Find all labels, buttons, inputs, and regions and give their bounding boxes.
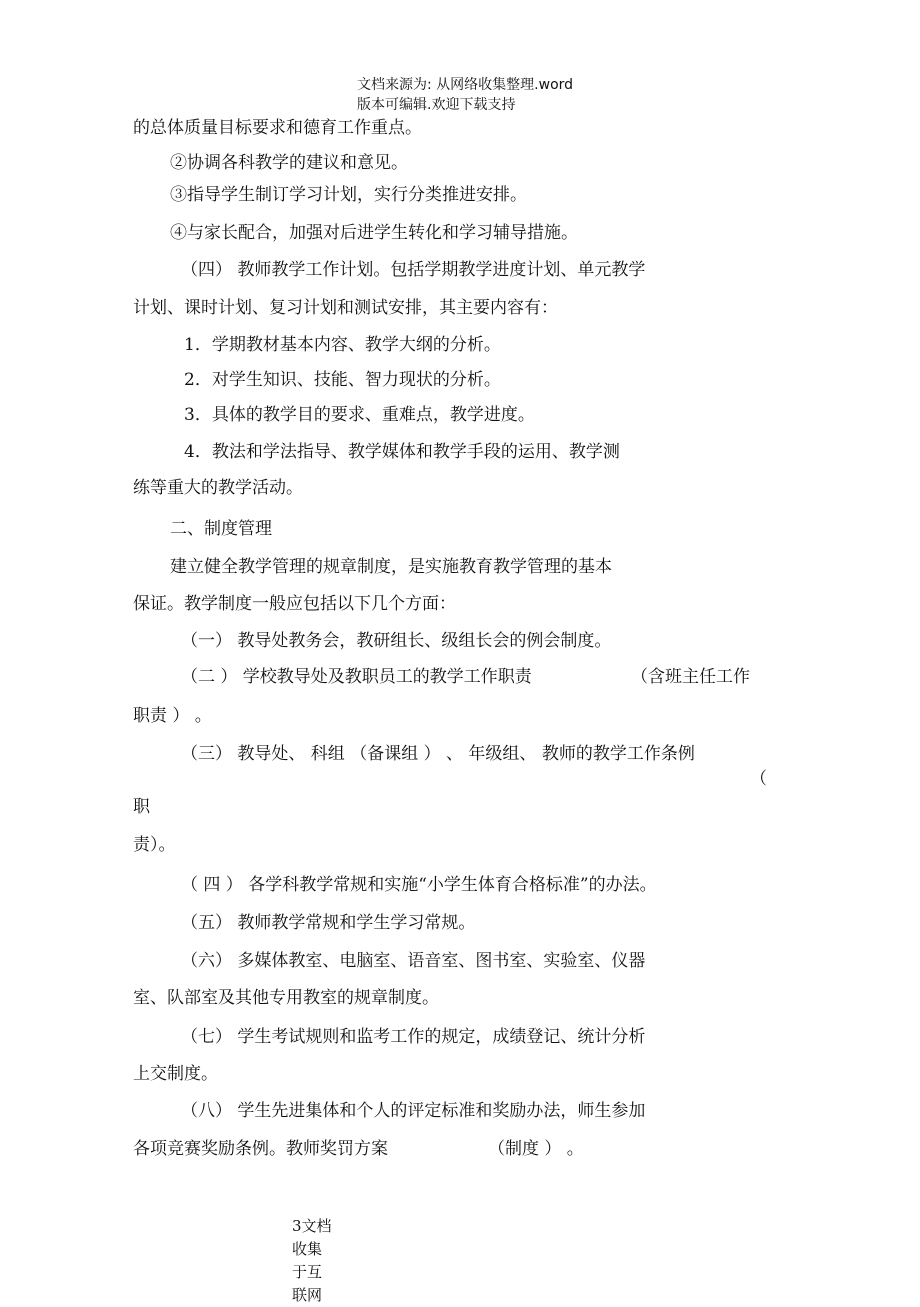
- paragraph-line: 各项竞赛奖励条例。教师奖罚方案: [133, 1139, 388, 1159]
- list-item: 1．学期教材基本内容、教学大纲的分析。: [184, 335, 501, 355]
- list-item: 4．教法和学法指导、教学媒体和教学手段的运用、教学测: [184, 442, 620, 462]
- paragraph-line: 保证。教学制度一般应包括以下几个方面：: [133, 594, 456, 614]
- footer-text: 收集: [292, 1240, 323, 1258]
- list-item: 3．具体的教学目的要求、重难点，教学进度。: [184, 405, 535, 425]
- paragraph-fragment: （: [750, 769, 767, 789]
- paragraph-line: 计划、课时计划、复习计划和测试安排，其主要内容有：: [133, 298, 558, 318]
- header-source-line: 文档来源为: 从网络收集整理.word: [357, 77, 574, 93]
- footer-page-number: 3文档: [292, 1217, 332, 1235]
- list-item: ④与家长配合，加强对后进学生转化和学习辅导措施。: [170, 223, 578, 243]
- paragraph-line: 建立健全教学管理的规章制度，是实施教育教学管理的基本: [170, 557, 612, 577]
- list-item: 2．对学生知识、技能、智力现状的分析。: [184, 370, 501, 390]
- paragraph-line: （四） 教师教学工作计划。包括学期教学进度计划、单元教学: [181, 260, 646, 280]
- list-item: （八） 学生先进集体和个人的评定标准和奖励办法，师生参加: [181, 1101, 646, 1121]
- paragraph-fragment: 责）。: [133, 835, 176, 855]
- paragraph-line: 职责 ） 。: [133, 706, 212, 726]
- header-edit-line: 版本可编辑.欢迎下载支持: [357, 97, 516, 113]
- list-item: （七） 学生考试规则和监考工作的规定，成绩登记、统计分析: [181, 1027, 646, 1047]
- list-item: ③指导学生制订学习计划，实行分类推进安排。: [170, 185, 527, 205]
- list-item: （五） 教师教学常规和学生学习常规。: [181, 913, 476, 933]
- paragraph-fragment: （制度 ） 。: [488, 1139, 584, 1159]
- list-item: （三） 教导处、 科组 （备课组 ） 、 年级组、 教师的教学工作条例: [181, 744, 695, 764]
- list-item: （六） 多媒体教室、电脑室、语音室、图书室、实验室、仪器: [181, 951, 646, 971]
- list-item-continuation: （含班主任工作: [631, 667, 750, 687]
- footer-text: 联网: [292, 1286, 323, 1304]
- section-heading: 二、制度管理: [170, 519, 272, 539]
- list-item: （ 四 ） 各学科教学常规和实施“小学生体育合格标准”的办法。: [181, 875, 657, 895]
- paragraph-line: 练等重大的教学活动。: [133, 478, 303, 498]
- list-item: （二 ） 学校教导处及教职员工的教学工作职责: [181, 667, 532, 687]
- list-item: ②协调各科教学的建议和意见。: [170, 153, 408, 173]
- paragraph-fragment: 职: [133, 797, 150, 817]
- paragraph-line: 室、队部室及其他专用教室的规章制度。: [133, 988, 439, 1008]
- list-item: （一） 教导处教务会，教研组长、级组长会的例会制度。: [181, 631, 612, 651]
- footer-text: 于互: [292, 1263, 323, 1281]
- paragraph-line: 上交制度。: [133, 1064, 218, 1084]
- paragraph-line: 的总体质量目标要求和德育工作重点。: [133, 118, 422, 138]
